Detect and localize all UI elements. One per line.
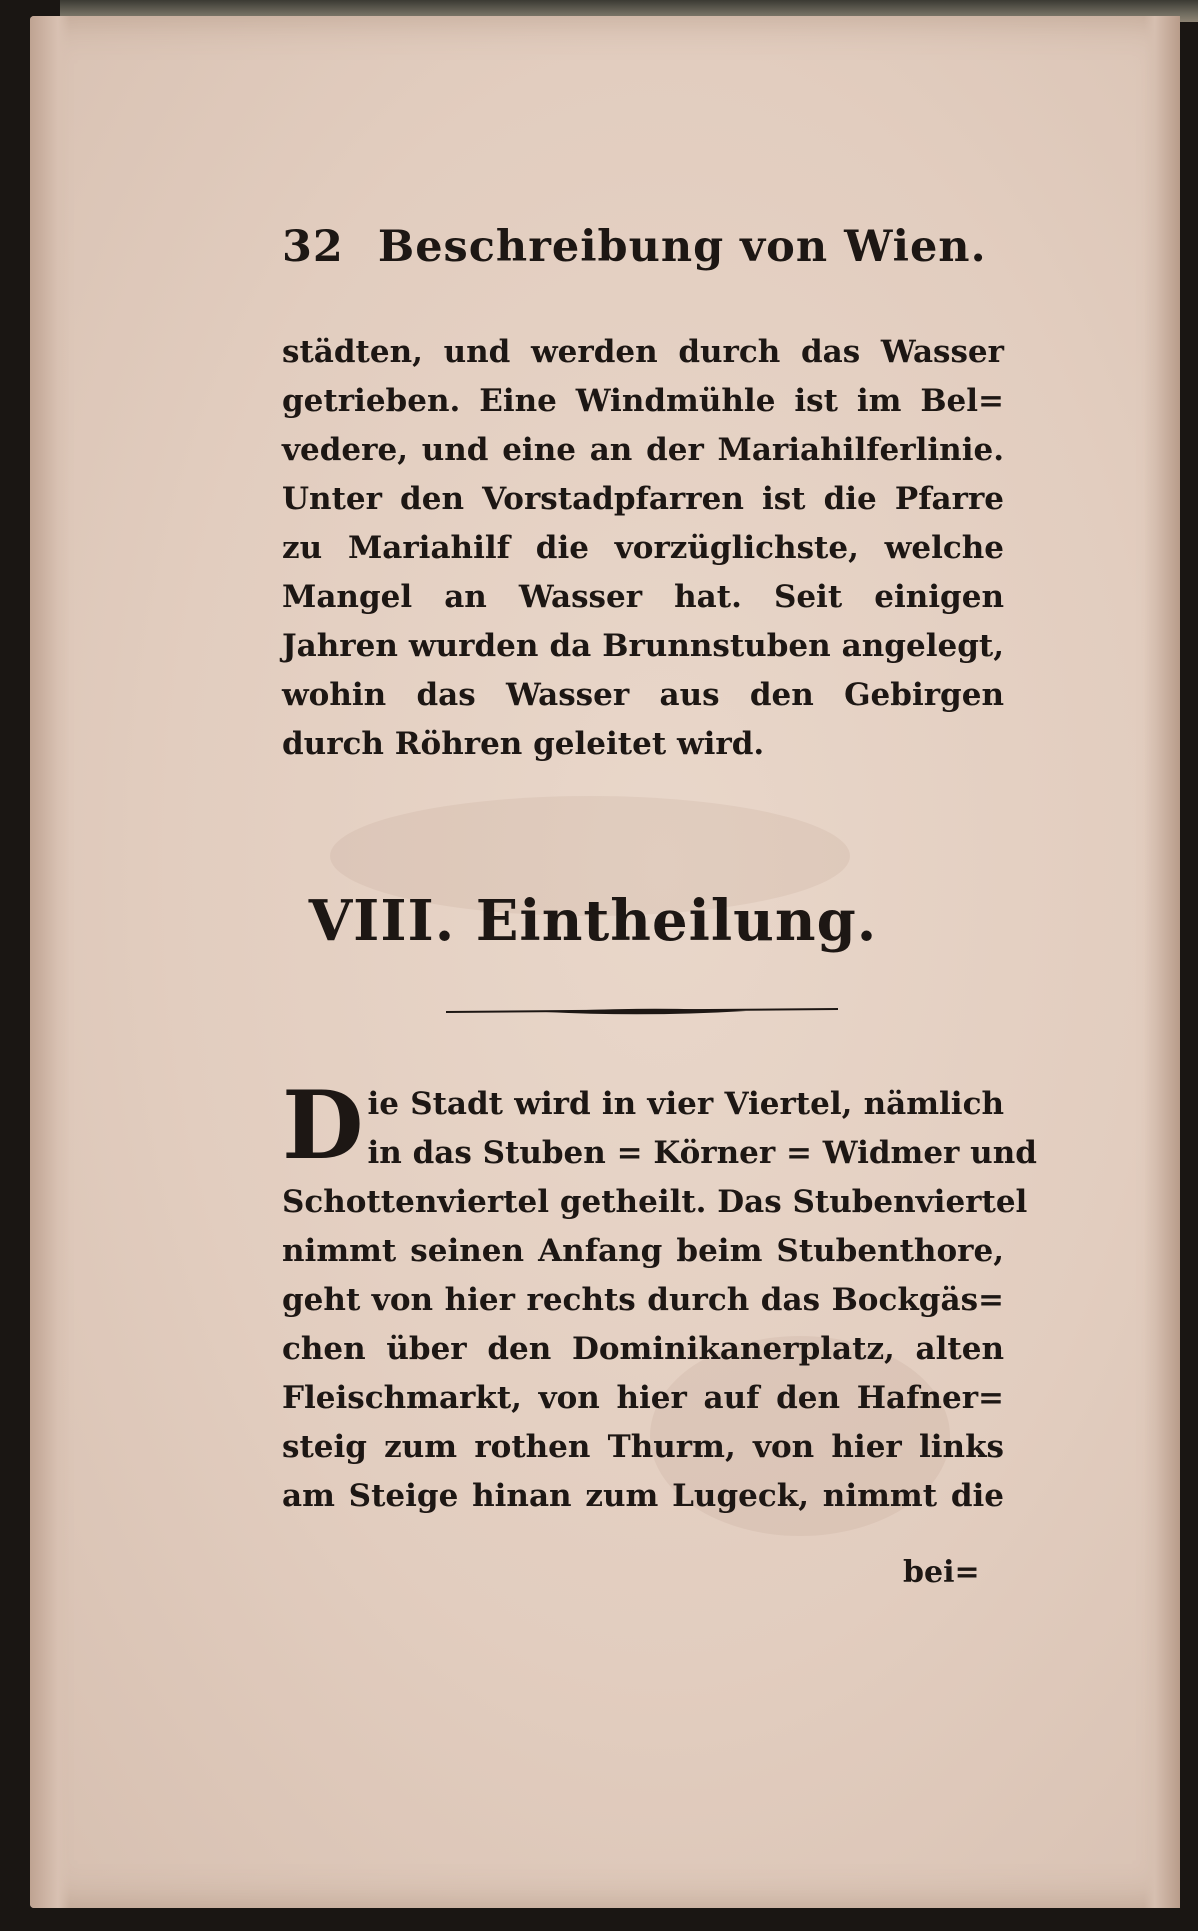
paper-page: [30, 16, 1180, 1908]
running-head: [282, 222, 987, 272]
top-paragraph: [282, 328, 1004, 769]
text-line: wohin das Wasser aus den Gebirgen: [282, 677, 1004, 713]
text-line: geht von hier rechts durch das Bockgäs=: [282, 1282, 1004, 1318]
text-line: ie Stadt wird in vier Viertel, nämlich: [367, 1086, 1004, 1122]
text-line: durch Röhren geleitet wird.: [282, 726, 765, 762]
catchword: bei=: [903, 1555, 980, 1590]
text-line: Jahren wurden da Brunnstuben angelegt,: [282, 628, 1004, 664]
text-line: Mangel an Wasser hat. Seit einigen: [282, 579, 1004, 615]
text-line: steig zum rothen Thurm, von hier links: [282, 1429, 1004, 1465]
text-line: chen über den Dominikanerplatz, alten: [282, 1331, 1004, 1367]
text-line: städten, und werden durch das Wasser: [282, 334, 1004, 370]
section-heading: [0, 888, 1198, 954]
text-line: Fleischmarkt, von hier auf den Hafner=: [282, 1380, 1004, 1416]
text-line: nimmt seinen Anfang beim Stubenthore,: [282, 1233, 1004, 1269]
page-gutter-shadow: [30, 16, 70, 1908]
section-heading-text: VIII. Eintheilung.: [308, 888, 878, 954]
drop-cap-initial: D: [282, 1071, 364, 1181]
text-line: in das Stuben = Körner = Widmer und: [367, 1135, 1037, 1171]
text-line: getrieben. Eine Windmühle ist im Bel=: [282, 383, 1004, 419]
ornamental-rule: [446, 1003, 838, 1019]
text-line: am Steige hinan zum Lugeck, nimmt die: [282, 1478, 1004, 1514]
page-outer-edge: [1144, 16, 1180, 1908]
text-line: zu Mariahilf die vorzüglichste, welche: [282, 530, 1004, 566]
second-paragraph: [282, 1071, 1037, 1521]
text-line: Schottenviertel getheilt. Das Stubenviertel: [282, 1184, 1028, 1220]
text-line: Unter den Vorstadpfarren ist die Pfarre: [282, 481, 1004, 517]
running-title: Beschreibung von Wien.: [377, 222, 987, 272]
text-line: vedere, und eine an der Mariahilferlinie.: [282, 432, 1004, 468]
page-number: 32: [282, 222, 344, 272]
